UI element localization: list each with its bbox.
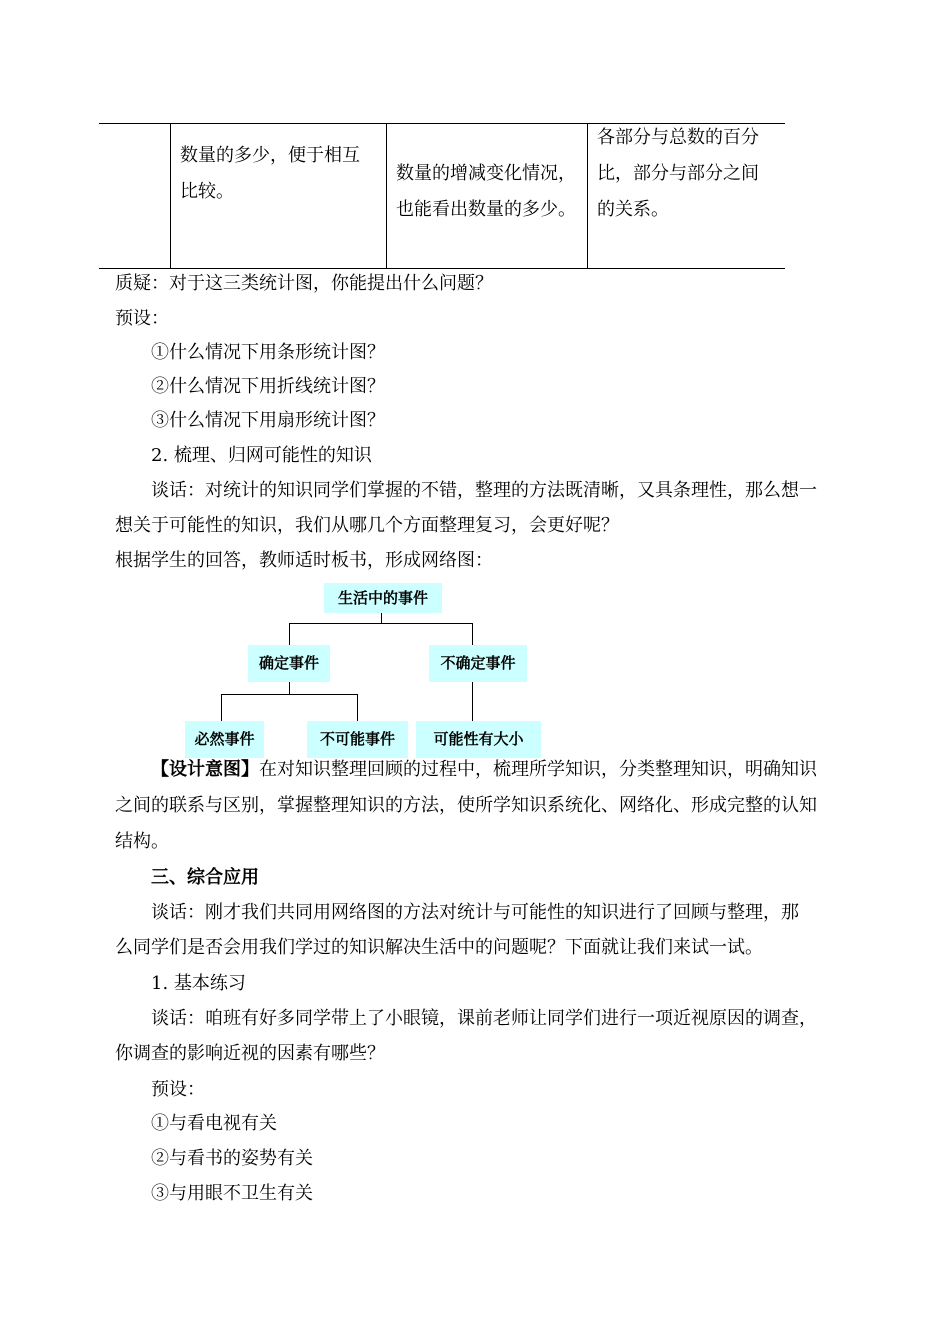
subsection-heading: 1. 基本练习 <box>151 973 246 994</box>
preset-label: 预设： <box>115 308 169 329</box>
table-bottom-border <box>99 268 785 269</box>
paragraph-line: 结构。 <box>115 831 169 852</box>
table-cell-bar-chart: 数量的多少，便于相互 比较。 <box>180 145 360 202</box>
list-item: ③与用眼不卫生有关 <box>151 1183 313 1204</box>
list-item: ②与看书的姿势有关 <box>151 1148 313 1169</box>
connector-line <box>221 694 358 695</box>
section-heading: 2. 梳理、归网可能性的知识 <box>151 445 372 466</box>
table-cell-pie-chart: 各部分与总数的百分 比，部分与部分之间 的关系。 <box>597 127 759 220</box>
paragraph-line: 你调查的影响近视的因素有哪些？ <box>115 1043 385 1064</box>
list-item: ①与看电视有关 <box>151 1113 277 1134</box>
table-col-divider <box>386 123 387 269</box>
list-item: ①什么情况下用条形统计图？ <box>151 342 385 363</box>
paragraph-line: 么同学们是否会用我们学过的知识解决生活中的问题呢？下面就让我们来试一试。 <box>115 937 763 958</box>
paragraph-line: 想关于可能性的知识，我们从哪几个方面整理复习，会更好呢？ <box>115 515 619 536</box>
design-intent-label: 【设计意图】 <box>151 759 259 780</box>
table-cell-line-chart: 数量的增减变化情况， 也能看出数量的多少。 <box>396 163 576 220</box>
node-root: 生活中的事件 <box>324 583 442 613</box>
connector-line <box>289 623 290 645</box>
list-item: ③什么情况下用扇形统计图？ <box>151 410 385 431</box>
questioning-text: 质疑：对于这三类统计图，你能提出什么问题？ <box>115 273 493 294</box>
list-item: ②什么情况下用折线统计图？ <box>151 376 385 397</box>
connector-line <box>357 694 358 721</box>
paragraph-line: 之间的联系与区别，掌握整理知识的方法，使所学知识系统化、网络化、形成完整的认知 <box>115 795 817 816</box>
paragraph-line: 谈话：对统计的知识同学们掌握的不错，整理的方法既清晰，又具条理性，那么想一 <box>151 480 817 501</box>
board-note: 根据学生的回答，教师适时板书，形成网络图： <box>115 550 493 571</box>
paragraph-line: 谈话：刚才我们共同用网络图的方法对统计与可能性的知识进行了回顾与整理，那 <box>151 902 799 923</box>
node-possibility-varies: 可能性有大小 <box>416 721 541 758</box>
connector-line <box>221 694 222 721</box>
section-heading: 三、综合应用 <box>151 867 259 888</box>
node-inevitable-event: 必然事件 <box>185 721 264 758</box>
node-certain-event: 确定事件 <box>248 645 330 682</box>
preset-label: 预设： <box>151 1079 205 1100</box>
node-impossible-event: 不可能事件 <box>307 721 408 758</box>
paragraph-line: 谈话：咱班有好多同学带上了小眼镜，课前老师让同学们进行一项近视原因的调查， <box>151 1008 817 1029</box>
connector-line <box>472 623 473 645</box>
node-uncertain-event: 不确定事件 <box>429 645 527 682</box>
table-col-divider <box>587 123 588 269</box>
connector-line <box>289 623 472 624</box>
design-intent-line: 【设计意图】在对知识整理回顾的过程中，梳理所学知识，分类整理知识，明确知识 <box>151 759 817 780</box>
connector-line <box>472 682 473 721</box>
table-col-divider <box>170 123 171 269</box>
